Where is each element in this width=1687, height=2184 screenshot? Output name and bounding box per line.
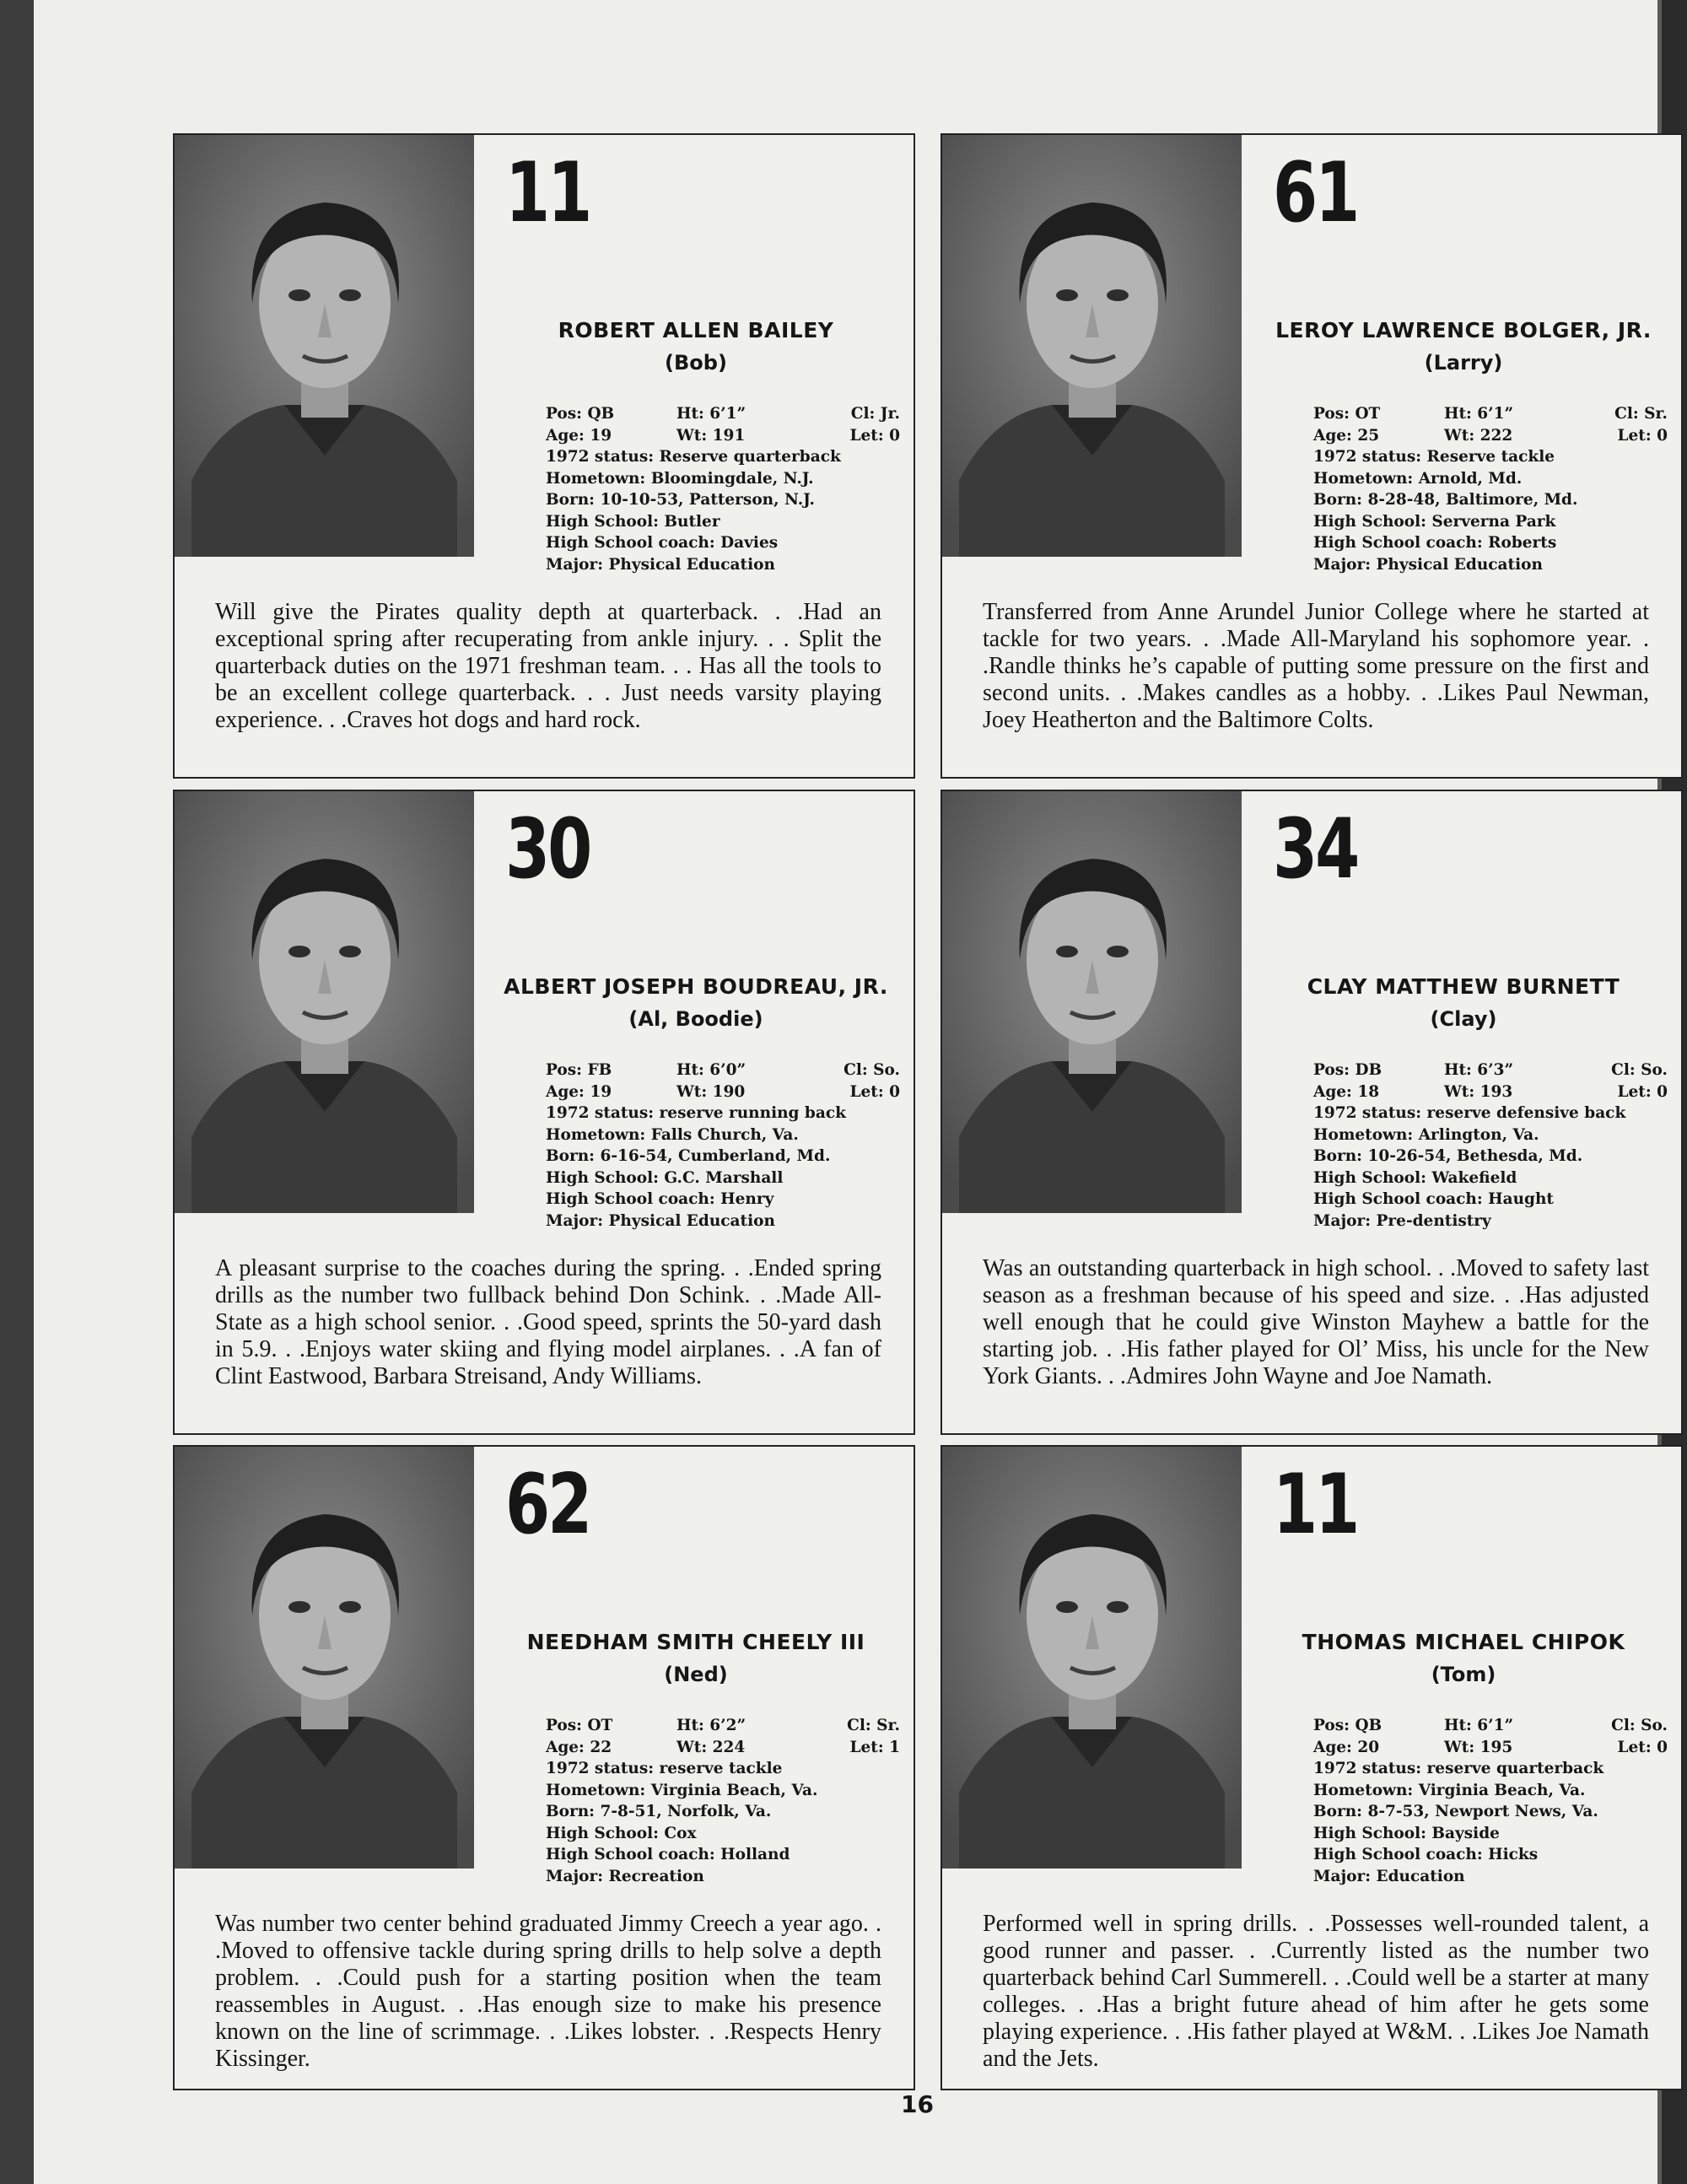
player-nickname: (Larry) bbox=[1424, 351, 1503, 375]
player-portrait-image bbox=[942, 791, 1242, 1213]
player-card-4 bbox=[941, 790, 1683, 1435]
stat-status: 1972 status: reserve quarterback bbox=[1313, 1760, 1604, 1777]
stat-born: Born: 7-8-51, Norfolk, Va. bbox=[546, 1803, 772, 1820]
stat-weight: Wt: 224 bbox=[676, 1738, 746, 1756]
stat-hometown: Hometown: Virginia Beach, Va. bbox=[546, 1781, 818, 1799]
player-name: THOMAS MICHAEL CHIPOK bbox=[1302, 1630, 1625, 1654]
stat-status: 1972 status: Reserve quarterback bbox=[546, 448, 841, 466]
stat-high-school: High School: G.C. Marshall bbox=[546, 1168, 784, 1187]
player-portrait-image bbox=[942, 1447, 1242, 1869]
stat-weight: Wt: 195 bbox=[1444, 1738, 1513, 1756]
player-card-5 bbox=[173, 1445, 915, 2090]
stat-major: Major: Recreation bbox=[546, 1867, 704, 1885]
stat-hometown: Hometown: Virginia Beach, Va. bbox=[1313, 1781, 1586, 1799]
stat-age: Age: 20 bbox=[1313, 1738, 1380, 1756]
player-stats bbox=[1313, 1060, 1668, 1232]
stat-weight: Wt: 193 bbox=[1444, 1082, 1513, 1101]
stat-letters: Let: 1 bbox=[849, 1738, 900, 1756]
stat-status: 1972 status: reserve defensive back bbox=[1313, 1104, 1626, 1122]
stat-position: Pos: QB bbox=[1313, 1717, 1382, 1734]
player-photo bbox=[942, 791, 1242, 1213]
player-name: ALBERT JOSEPH BOUDREAU, JR. bbox=[504, 974, 888, 999]
player-card-3 bbox=[173, 790, 915, 1435]
player-nickname: (Ned) bbox=[664, 1663, 728, 1686]
jersey-number: 30 bbox=[505, 801, 590, 898]
stat-high-school: High School: Cox bbox=[546, 1824, 697, 1842]
stats-row-age bbox=[546, 425, 900, 447]
stat-coach: High School coach: Holland bbox=[546, 1846, 790, 1863]
stat-coach: High School coach: Henry bbox=[546, 1190, 774, 1208]
stat-coach: High School coach: Haught bbox=[1313, 1190, 1554, 1208]
jersey-number: 11 bbox=[505, 145, 590, 241]
player-bio: Performed well in spring drills. . .Possesses well-rounded talent, a good runner and passer. . .Currently listed as the number two quarterback behind Carl Summerell. . .Could well be a starter at many colleges. . .Has a bright future ahead of him after he gets some playing experience. . .His father played at W&M. . .Likes Joe Namath and the Jets. bbox=[983, 1911, 1649, 2072]
player-stats bbox=[546, 1060, 900, 1232]
player-name: CLAY MATTHEW BURNETT bbox=[1307, 974, 1620, 999]
stat-position: Pos: QB bbox=[546, 405, 615, 423]
stat-position: Pos: OT bbox=[1313, 405, 1381, 423]
stat-height: Ht: 6’2” bbox=[676, 1717, 746, 1734]
scan-edge-left bbox=[0, 0, 34, 2184]
stat-class: Cl: So. bbox=[844, 1061, 900, 1079]
stat-position: Pos: FB bbox=[546, 1061, 612, 1079]
stat-major: Major: Pre-dentistry bbox=[1313, 1211, 1491, 1230]
stat-height: Ht: 6’1” bbox=[676, 405, 746, 423]
stat-high-school: High School: Butler bbox=[546, 512, 720, 531]
player-portrait-image bbox=[942, 135, 1242, 557]
player-nickname: (Clay) bbox=[1430, 1007, 1497, 1031]
stat-born: Born: 8-7-53, Newport News, Va. bbox=[1313, 1803, 1598, 1820]
stat-height: Ht: 6’0” bbox=[676, 1061, 746, 1079]
stats-row-age bbox=[1313, 1081, 1668, 1103]
roster-grid bbox=[173, 133, 1670, 2073]
player-stats bbox=[1313, 1715, 1668, 1887]
jersey-number: 34 bbox=[1273, 801, 1358, 898]
stat-age: Age: 18 bbox=[1313, 1082, 1380, 1101]
jersey-number: 11 bbox=[1273, 1457, 1358, 1553]
stat-major: Major: Physical Education bbox=[546, 555, 775, 574]
stat-status: 1972 status: reserve running back bbox=[546, 1104, 846, 1122]
stat-hometown: Hometown: Falls Church, Va. bbox=[546, 1125, 799, 1144]
stat-high-school: High School: Wakefield bbox=[1313, 1168, 1517, 1187]
stat-hometown: Hometown: Arnold, Md. bbox=[1313, 469, 1523, 488]
stats-row-age bbox=[546, 1081, 900, 1103]
stats-row-pos bbox=[546, 1715, 900, 1737]
page-number: 16 bbox=[901, 2090, 934, 2118]
stat-hometown: Hometown: Arlington, Va. bbox=[1313, 1125, 1539, 1144]
stat-age: Age: 19 bbox=[546, 1082, 612, 1101]
stat-class: Cl: So. bbox=[1611, 1717, 1668, 1734]
player-nickname: (Tom) bbox=[1431, 1663, 1496, 1686]
player-name: LEROY LAWRENCE BOLGER, JR. bbox=[1275, 318, 1652, 342]
player-bio: Was number two center behind graduated Jimmy Creech a year ago. . .Moved to offensive tackle during spring drills to help solve a depth problem. . .Could push for a starting position when the team reassembles in August. . .Has enough size to make his presence known on the line of scrimmage. . .Likes lobster. . .Respects Henry Kissinger. bbox=[215, 1911, 881, 2072]
stats-row-pos bbox=[546, 403, 900, 425]
player-portrait-image bbox=[175, 135, 474, 557]
player-photo bbox=[175, 135, 474, 557]
player-name: ROBERT ALLEN BAILEY bbox=[558, 318, 834, 342]
player-bio: Was an outstanding quarterback in high school. . .Moved to safety last season as a freshman because of his speed and size. . .Has adjusted well enough that he could give Winston Mayhew a battle for the starting job. . .His father played for Ol’ Miss, his uncle for the New York Giants. . .Admires John Wayne and Joe Namath. bbox=[983, 1255, 1649, 1389]
stat-status: 1972 status: reserve tackle bbox=[546, 1760, 783, 1777]
stat-weight: Wt: 191 bbox=[676, 426, 746, 445]
stats-row-age bbox=[1313, 1737, 1668, 1759]
stat-born: Born: 8-28-48, Baltimore, Md. bbox=[1313, 491, 1578, 509]
stat-letters: Let: 0 bbox=[849, 426, 900, 445]
player-nickname: (Al, Boodie) bbox=[628, 1007, 763, 1031]
stat-class: Cl: Sr. bbox=[847, 1717, 900, 1734]
stat-letters: Let: 0 bbox=[1617, 1738, 1668, 1756]
player-card-1 bbox=[173, 133, 915, 779]
stat-coach: High School coach: Roberts bbox=[1313, 534, 1557, 552]
stats-row-age bbox=[1313, 425, 1668, 447]
stat-born: Born: 10-26-54, Bethesda, Md. bbox=[1313, 1147, 1583, 1165]
stat-class: Cl: So. bbox=[1611, 1061, 1668, 1079]
stat-coach: High School coach: Hicks bbox=[1313, 1846, 1539, 1863]
stat-weight: Wt: 190 bbox=[676, 1082, 746, 1101]
player-bio: Will give the Pirates quality depth at quarterback. . .Had an exceptional spring after recuperating from ankle injury. . . Split the quarterback duties on the 1971 freshman team. . . Has all the tools to be an excellent college quarterback. . . Just needs varsity playing experience. . .Craves hot dogs and hard rock. bbox=[215, 599, 881, 733]
stat-age: Age: 19 bbox=[546, 426, 612, 445]
stats-row-age bbox=[546, 1737, 900, 1759]
player-name: NEEDHAM SMITH CHEELY III bbox=[526, 1630, 865, 1654]
stat-high-school: High School: Serverna Park bbox=[1313, 512, 1556, 531]
program-page bbox=[34, 0, 1668, 2184]
stats-row-pos bbox=[1313, 1715, 1668, 1737]
player-stats bbox=[546, 403, 900, 575]
stat-major: Major: Physical Education bbox=[1313, 555, 1543, 574]
player-portrait-image bbox=[175, 1447, 474, 1869]
player-portrait-image bbox=[175, 791, 474, 1213]
stat-coach: High School coach: Davies bbox=[546, 534, 779, 552]
stat-high-school: High School: Bayside bbox=[1313, 1824, 1500, 1842]
jersey-number: 61 bbox=[1273, 145, 1358, 241]
stat-class: Cl: Sr. bbox=[1614, 405, 1668, 423]
stat-letters: Let: 0 bbox=[1617, 426, 1668, 445]
stat-age: Age: 22 bbox=[546, 1738, 612, 1756]
player-card-2 bbox=[941, 133, 1683, 779]
stat-status: 1972 status: Reserve tackle bbox=[1313, 448, 1555, 466]
stat-class: Cl: Jr. bbox=[850, 405, 900, 423]
stat-position: Pos: OT bbox=[546, 1717, 613, 1734]
stat-height: Ht: 6’1” bbox=[1444, 405, 1514, 423]
stats-row-pos bbox=[1313, 1060, 1668, 1081]
player-photo bbox=[175, 791, 474, 1213]
jersey-number: 62 bbox=[505, 1457, 590, 1553]
stat-letters: Let: 0 bbox=[1617, 1082, 1668, 1101]
stat-letters: Let: 0 bbox=[849, 1082, 900, 1101]
player-stats bbox=[1313, 403, 1668, 575]
stat-major: Major: Physical Education bbox=[546, 1211, 775, 1230]
player-photo bbox=[942, 1447, 1242, 1869]
player-bio: Transferred from Anne Arundel Junior College where he started at tackle for two years. . .Made All-Maryland his sophomore year. . .Randle thinks he’s capable of putting some pressure on the first and second units. . .Makes candles as a hobby. . .Likes Paul Newman, Joey Heatherton and the Baltimore Colts. bbox=[983, 599, 1649, 733]
stat-height: Ht: 6’1” bbox=[1444, 1717, 1514, 1734]
stat-major: Major: Education bbox=[1313, 1867, 1465, 1885]
stats-row-pos bbox=[546, 1060, 900, 1081]
player-stats bbox=[546, 1715, 900, 1887]
player-nickname: (Bob) bbox=[665, 351, 727, 375]
stat-height: Ht: 6’3” bbox=[1444, 1061, 1514, 1079]
player-photo bbox=[175, 1447, 474, 1869]
stat-age: Age: 25 bbox=[1313, 426, 1380, 445]
stat-position: Pos: DB bbox=[1313, 1061, 1382, 1079]
player-photo bbox=[942, 135, 1242, 557]
stats-row-pos bbox=[1313, 403, 1668, 425]
stat-born: Born: 6-16-54, Cumberland, Md. bbox=[546, 1147, 831, 1165]
stat-hometown: Hometown: Bloomingdale, N.J. bbox=[546, 469, 814, 488]
player-card-6 bbox=[941, 1445, 1683, 2090]
stat-born: Born: 10-10-53, Patterson, N.J. bbox=[546, 491, 815, 509]
player-bio: A pleasant surprise to the coaches during the spring. . .Ended spring drills as the number two fullback behind Don Schink. . .Made All-State as a high school senior. . .Good speed, sprints the 50-yard dash in 5.9. . .Enjoys water skiing and flying model airplanes. . .A fan of Clint Eastwood, Barbara Streisand, Andy Williams. bbox=[215, 1255, 881, 1389]
stat-weight: Wt: 222 bbox=[1444, 426, 1513, 445]
